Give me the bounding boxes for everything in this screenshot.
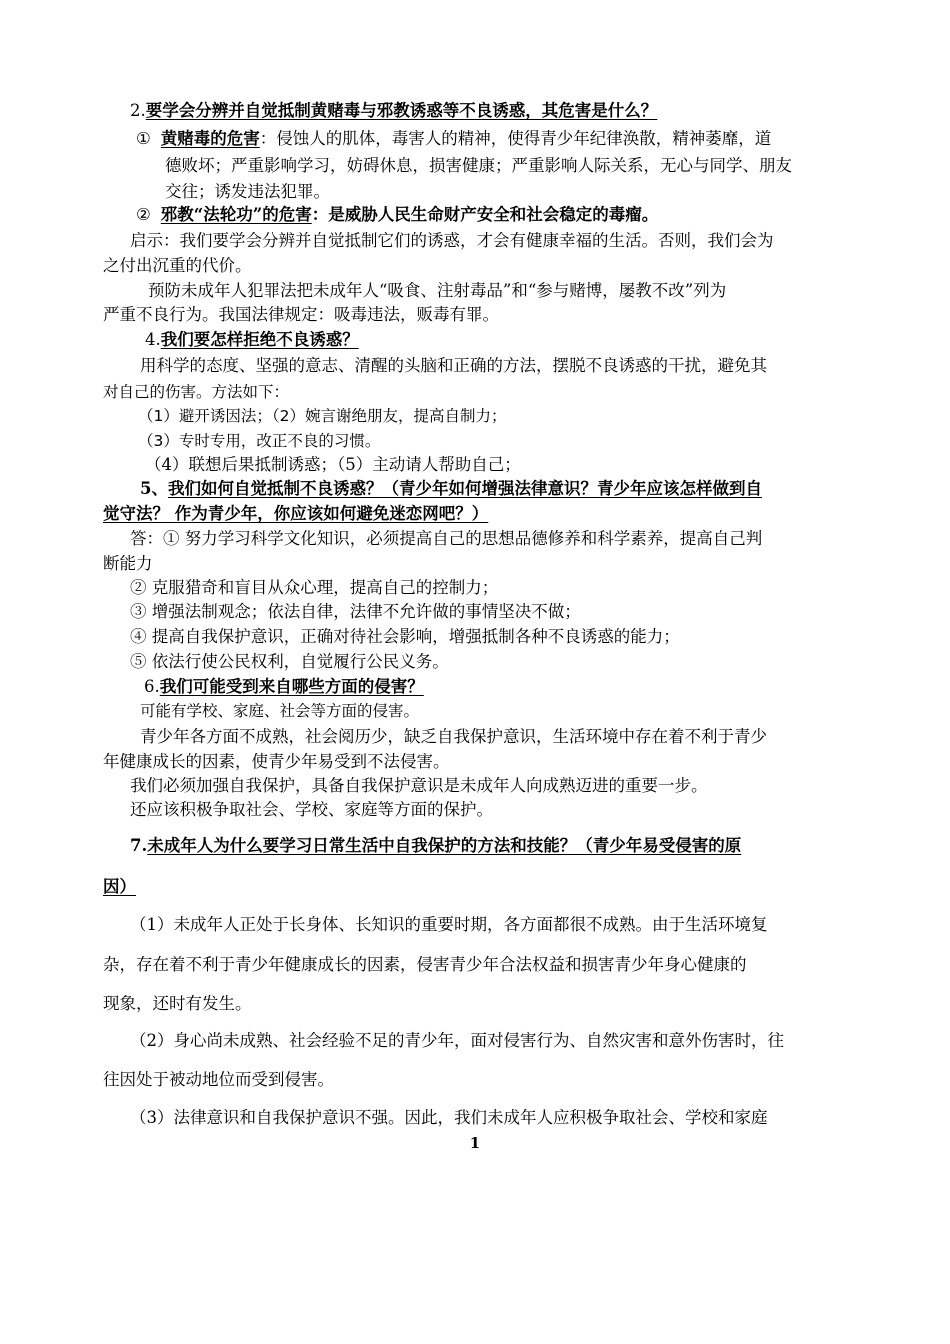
section-5-title-1: 我们如何自觉抵制不良诱惑？（青少年如何增强法律意识？青少年应该怎样做到自 <box>167 479 762 498</box>
law-line-2: 严重不良行为。我国法律规定：吸毒违法，贩毒有罪。 <box>103 305 499 324</box>
answer-line-2: ② 克服猎奇和盲目从众心理，提高自己的控制力； <box>130 578 499 597</box>
section-2-title: 要学会分辨并自觉抵制黄赌毒与邪教诱惑等不良诱惑，其危害是什么？ <box>145 101 658 120</box>
section-7-heading <box>130 834 741 858</box>
section-2-heading <box>130 99 657 123</box>
method-line-3: （4）联想后果抵制诱惑；（5）主动请人帮助自己； <box>145 455 521 474</box>
harm-item-1-line-2: 德败坏；严重影响学习，妨碍休息，损害健康；严重影响人际关系，无心与同学、朋友 <box>165 156 792 175</box>
section-6-paragraph-2a: 青少年各方面不成熟，社会阅历少，缺乏自我保护意识，生活环境中存在着不利于青少 <box>140 727 767 746</box>
law-line-1: 预防未成年人犯罪法把未成年人“吸食、注射毒品”和“参与赌博，屡教不改”列为 <box>148 281 727 300</box>
section-6-number: 6. <box>144 677 160 696</box>
section-7-title-1: 未成年人为什么要学习日常生活中自我保护的方法和技能？（青少年易受侵害的原 <box>147 836 742 855</box>
inspiration-line-2: 之付出沉重的代价。 <box>103 256 252 275</box>
section-7-title-2: 因） <box>103 877 136 896</box>
section-4-number: 4. <box>145 330 161 349</box>
reason-2-line-2: 往因处于被动地位而受到侵害。 <box>103 1070 334 1089</box>
inspiration-line-1: 启示：我们要学会分辨并自觉抵制它们的诱惑，才会有健康幸福的生活。否则，我们会为 <box>130 231 774 250</box>
harm-item-2: ② 邪教“法轮功”的危害：是威胁人民生命财产安全和社会稳定的毒瘤。 <box>136 205 659 224</box>
section-4-heading <box>145 328 359 352</box>
section-4-title: 我们要怎样拒绝不良诱惑？ <box>160 330 359 349</box>
section-6-paragraph-4: 还应该积极争取社会、学校、家庭等方面的保护。 <box>130 800 493 819</box>
harm-item-1-line-3: 交往；诱发违法犯罪。 <box>165 182 330 201</box>
section-2-number: 2. <box>130 101 146 120</box>
section-6-title: 我们可能受到来自哪些方面的侵害？ <box>159 677 424 696</box>
reason-3-line-1: （3）法律意识和自我保护意识不强。因此，我们未成年人应积极争取社会、学校和家庭 <box>130 1108 768 1127</box>
section-6-heading <box>144 675 424 699</box>
method-line-2: （3）专时专用，改正不良的习惯。 <box>138 432 381 450</box>
method-line-1: （1）避开诱因法；（2）婉言谢绝朋友，提高自制力； <box>138 407 507 425</box>
reason-2-line-1: （2）身心尚未成熟、社会经验不足的青少年，面对侵害行为、自然灾害和意外伤害时，往 <box>130 1031 784 1050</box>
page-number: 1 <box>469 1134 481 1152</box>
harm-term-1: 黄赌毒的危害 <box>160 129 260 148</box>
section-4-intro-1: 用科学的态度、坚强的意志、清醒的头脑和正确的方法，摆脱不良诱惑的干扰，避免其 <box>140 356 767 375</box>
section-5-heading <box>140 477 762 501</box>
answer-line-3: ③ 增强法制观念；依法自律，法律不允许做的事情坚决不做； <box>130 602 581 621</box>
section-6-paragraph-3: 我们必须加强自我保护，具备自我保护意识是未成年人向成熟迈进的重要一步。 <box>130 776 708 795</box>
section-7-number: 7. <box>130 836 148 855</box>
answer-line-1b: 断能力 <box>103 554 153 573</box>
harm-item-1-line-1: ① 黄赌毒的危害：侵蚀人的肌体，毒害人的精神，使得青少年纪律涣散，精神萎靡，道 <box>136 129 772 148</box>
harm-term-2: 邪教“法轮功”的危害 <box>160 205 312 224</box>
section-5-title-2: 觉守法？ 作为青少年，你应该如何避免迷恋网吧？） <box>103 504 489 523</box>
section-6-paragraph-1: 可能有学校、家庭、社会等方面的侵害。 <box>140 702 420 720</box>
answer-line-5: ⑤ 依法行使公民权利，自觉履行公民义务。 <box>130 652 449 671</box>
section-6-paragraph-2b: 年健康成长的因素，使青少年易受到不法侵害。 <box>103 752 450 771</box>
reason-1-line-2: 杂，存在着不利于青少年健康成长的因素，侵害青少年合法权益和损害青少年身心健康的 <box>103 955 747 974</box>
answer-line-4: ④ 提高自我保护意识，正确对待社会影响，增强抵制各种不良诱惑的能力； <box>130 627 680 646</box>
section-4-intro-2: 对自己的伤害。方法如下： <box>103 383 290 401</box>
item-marker-2: ② <box>136 205 151 224</box>
reason-1-line-3: 现象，还时有发生。 <box>103 994 252 1013</box>
section-5-number: 5、 <box>140 479 168 498</box>
reason-1-line-1: （1）未成年人正处于长身体、长知识的重要时期，各方面都很不成熟。由于生活环境复 <box>130 915 768 934</box>
item-marker-1: ① <box>136 129 151 148</box>
answer-line-1: 答：① 努力学习科学文化知识，必须提高自己的思想品德修养和科学素养，提高自己判 <box>130 529 763 548</box>
